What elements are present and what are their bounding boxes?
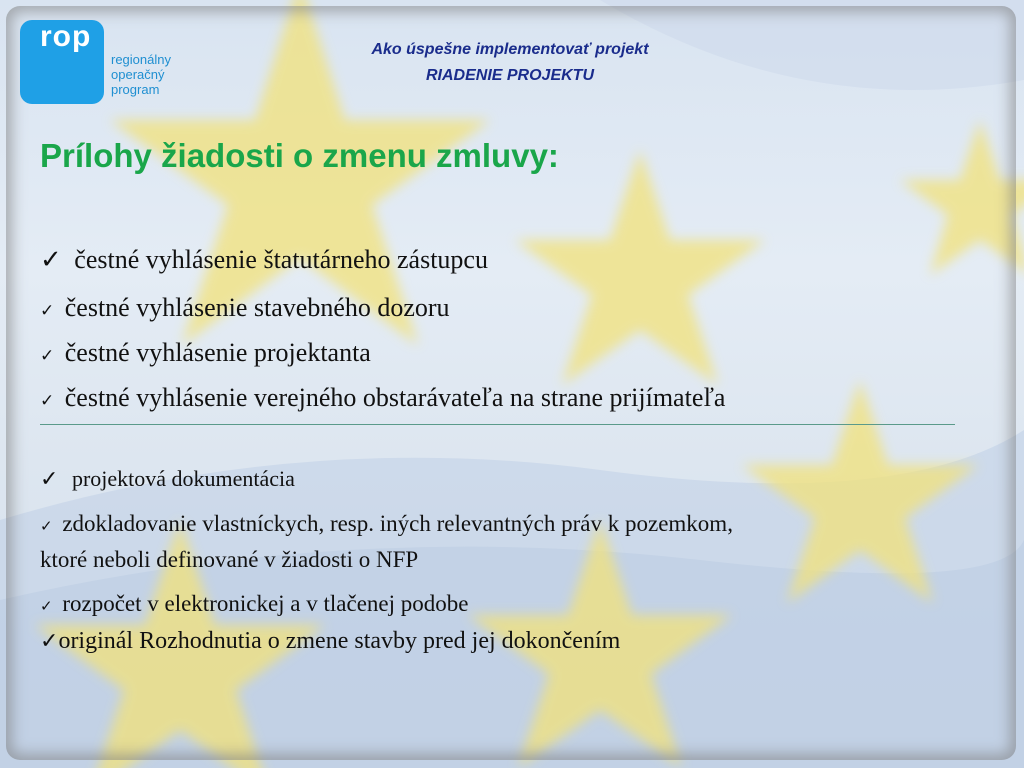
list-item <box>40 292 450 327</box>
list-item-text: čestné vyhlásenie stavebného dozoru <box>64 293 450 322</box>
list-item-text: originál Rozhodnutia o zmene stavby pred jej dokončením <box>58 628 621 654</box>
list-item-text: projektová dokumentácia <box>71 466 295 491</box>
list-item <box>40 588 468 623</box>
header-title: RIADENIE PROJEKTU <box>425 67 595 84</box>
checkmark-icon: ✓ <box>40 466 59 491</box>
list-item-text: čestné vyhlásenie verejného obstarávateľa na strane prijímateľa <box>64 383 726 412</box>
logo-text <box>111 52 231 97</box>
logo-line-1: regionálny <box>111 52 171 67</box>
checkmark-icon: ✓ <box>40 346 55 365</box>
checkmark-icon: ✓ <box>40 599 53 615</box>
slide-header <box>300 37 720 89</box>
list-item <box>40 508 733 543</box>
logo-line-3: program <box>111 82 160 97</box>
list-item-text: čestné vyhlásenie projektanta <box>64 338 371 367</box>
logo-abbreviation: rop <box>40 20 92 53</box>
checkmark-icon: ✓ <box>40 391 55 410</box>
list-item-text: čestné vyhlásenie štatutárneho zástupcu <box>74 245 488 274</box>
header-subtitle: Ako úspešne implementovať projekt <box>371 41 649 58</box>
list-item <box>40 337 371 372</box>
checkmark-icon: ✓ <box>40 519 53 535</box>
checkmark-icon: ✓ <box>40 301 55 320</box>
logo-line-2: operačný <box>111 67 165 82</box>
list-item <box>40 624 620 658</box>
page-title: Prílohy žiadosti o zmenu zmluvy: <box>40 137 559 174</box>
list-item-text: rozpočet v elektronickej a v tlačenej podobe <box>62 591 469 616</box>
list-item <box>40 382 725 417</box>
checkmark-icon: ✓ <box>40 245 62 274</box>
list-item-continuation <box>40 544 418 576</box>
star-decoration <box>515 150 765 385</box>
list-item <box>40 244 488 276</box>
checkmark-icon: ✓ <box>40 628 59 653</box>
list-item-text: zdokladovanie vlastníckych, resp. iných relevantných práv k pozemkom, <box>62 511 733 536</box>
star-decoration <box>900 120 1024 275</box>
list-item-text: ktoré neboli definované v žiadosti o NFP <box>40 547 419 572</box>
list-item <box>40 464 295 494</box>
section-divider <box>40 424 955 425</box>
